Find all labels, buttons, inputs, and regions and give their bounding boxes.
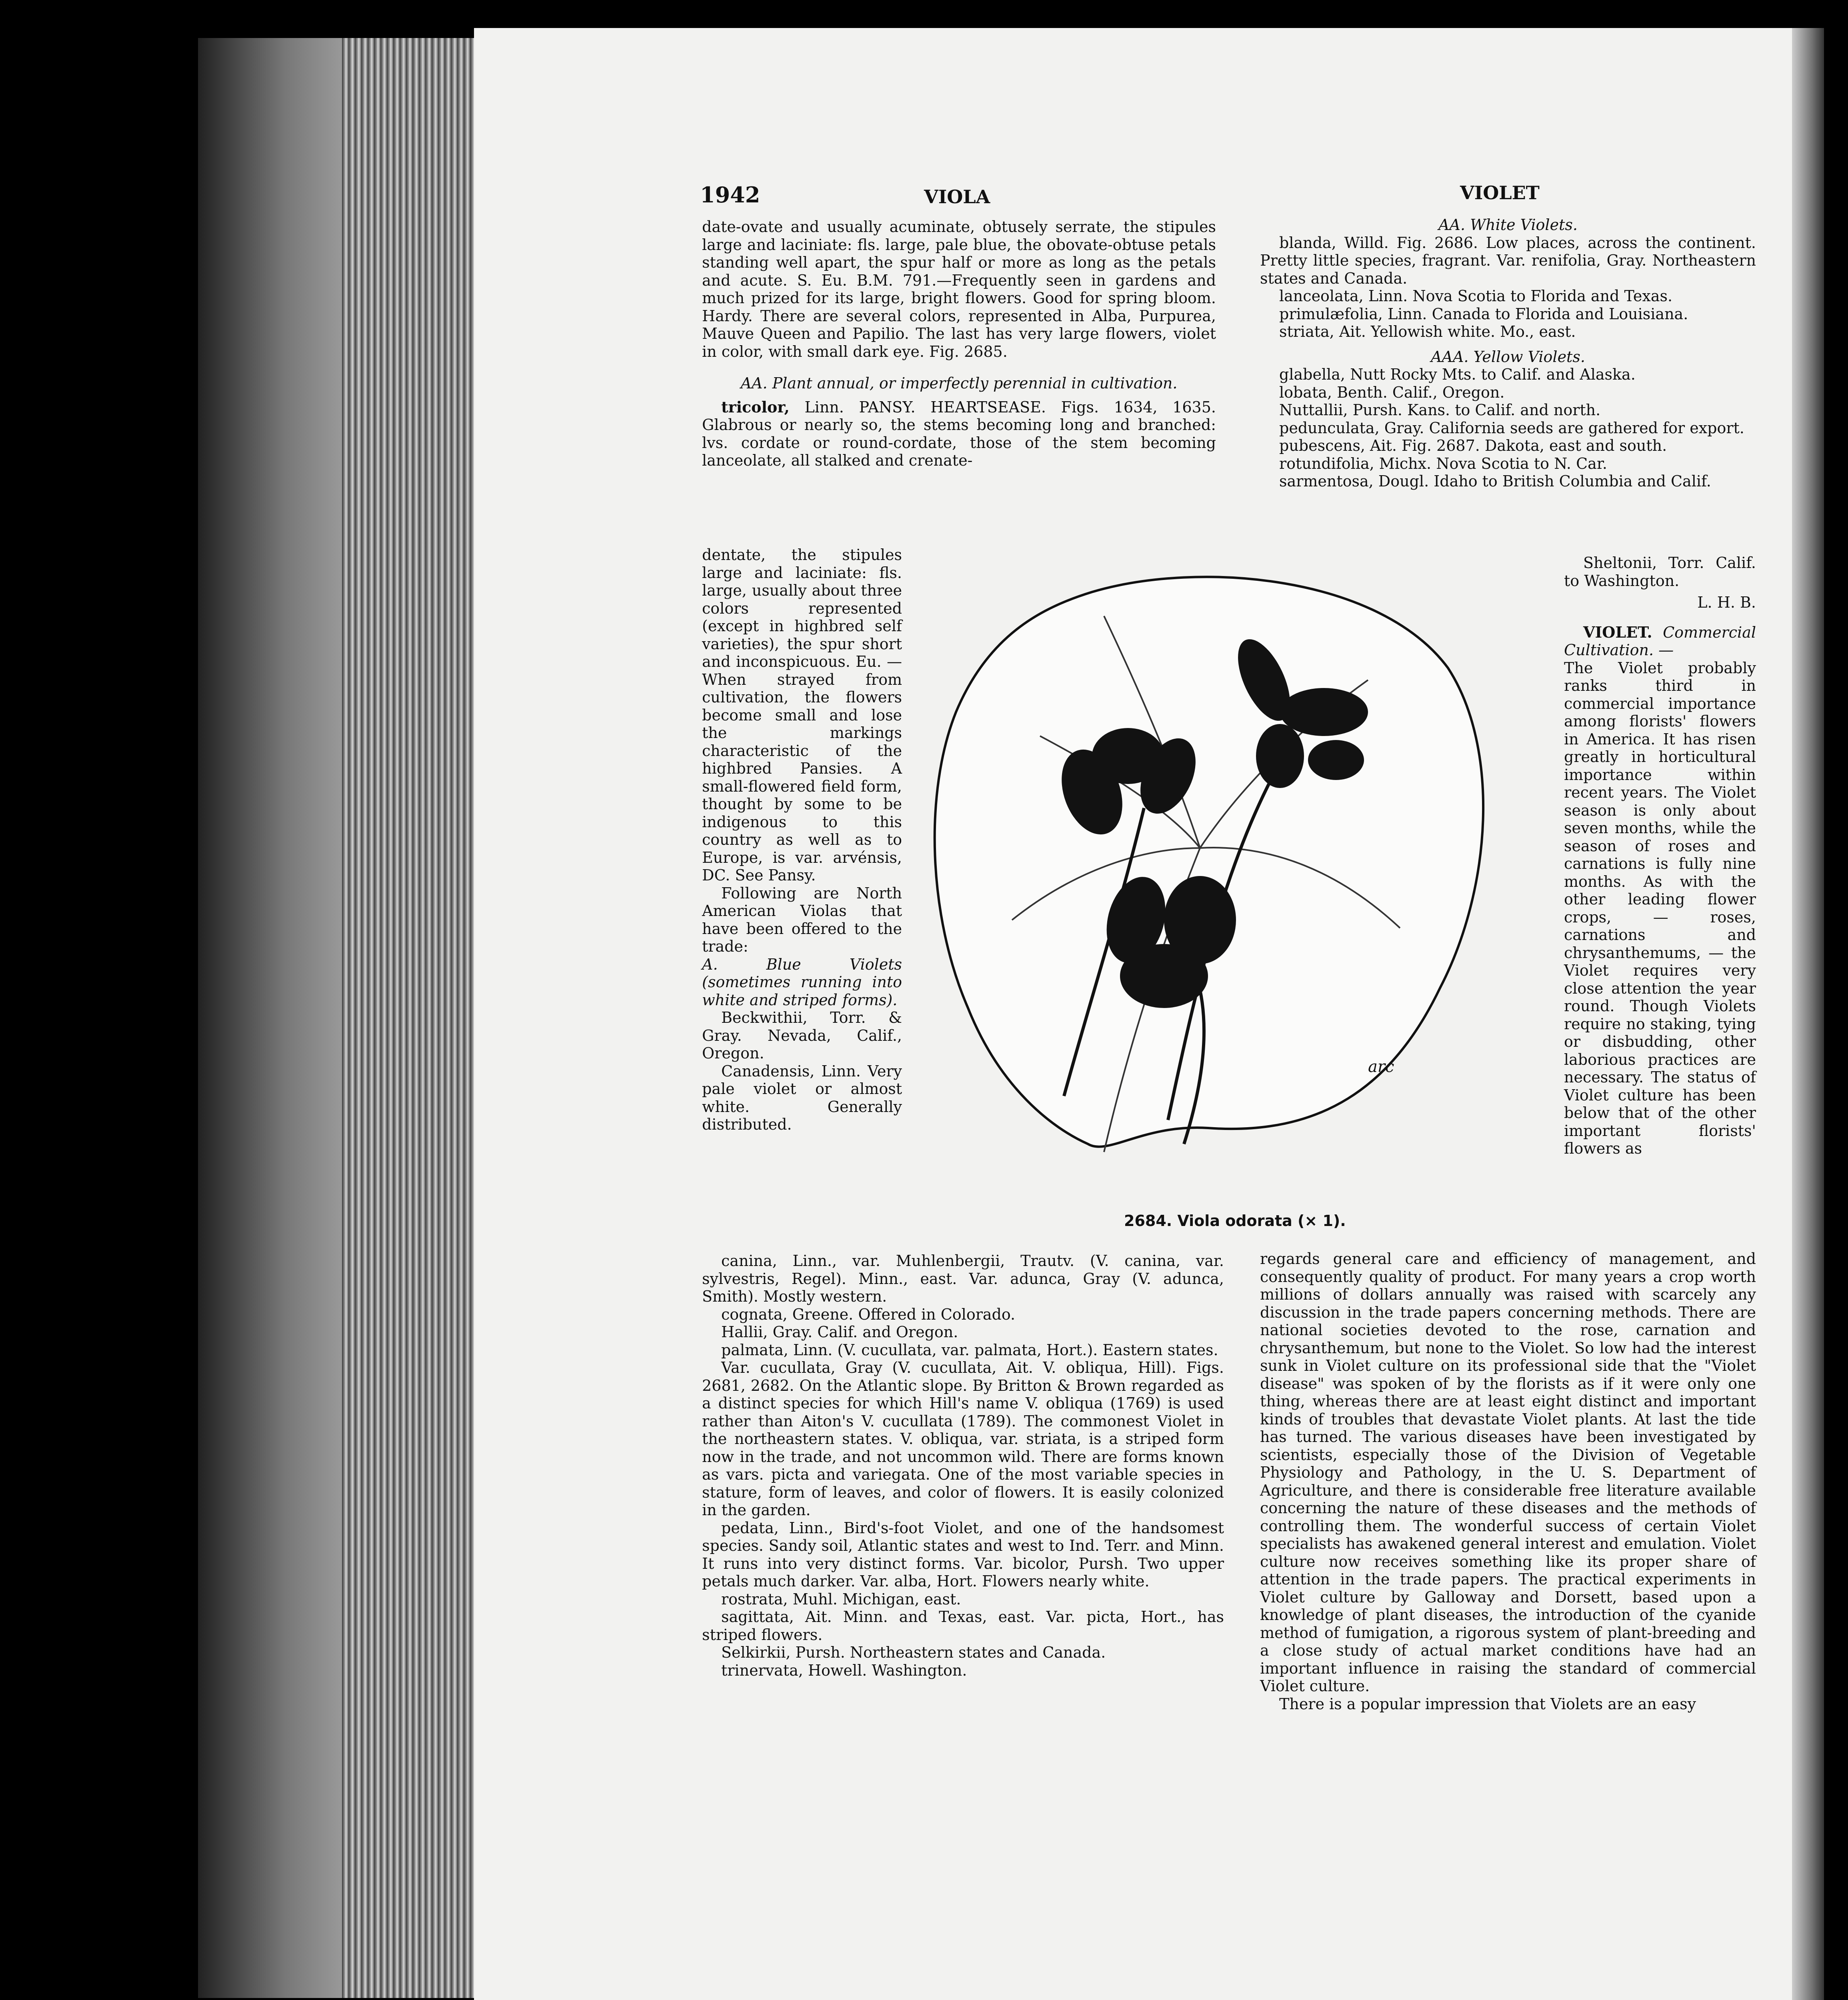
heading-yellow-violets: AAA. Yellow Violets. <box>1431 348 1585 366</box>
entry-selkirkii: Selkirkii, Pursh. Northeastern states and Canada. <box>721 1644 1106 1661</box>
page-gutter-shadow <box>1792 28 1824 2000</box>
entry-pedunculata: pedunculata, Gray. California seeds are gathered for export. <box>1279 419 1744 437</box>
entry-cucullata: Var. cucullata, Gray (V. cucullata, Ait. V. obliqua, Hill). Figs. 2681, 2682. On the Atlantic slope. By Britton & Brown regarded as a distinct species for which Hill's name V. obliqua (1769) is used rather than Aiton's V. cucullata (1789). The commonest Violet in the northeastern states. V. obliqua, var. striata, is a striped form now in the trade, and not uncommon wild. There are forms known as vars. picta and variegata. One of the most variable species in stature, form of leaves, and color of flowers. It is easily colonized in the garden. <box>702 1359 1224 1519</box>
right-column-bottom <box>1260 1250 1756 1713</box>
tricolor-name: tricolor, <box>721 398 790 416</box>
violet-subtitle: Commercial Cultivation. — <box>1564 623 1756 659</box>
entry-pedata: pedata, Linn., Bird's-foot Violet, and one of the handsomest species. Sandy soil, Atlantic states and west to Ind. Terr. and Minn. It runs into very distinct forms. Var. bicolor, Pursh. Two upper petals much darker. Var. alba, Hort. Flowers nearly white. <box>702 1519 1224 1590</box>
paragraph-tricolor-cont: dentate, the stipules large and laciniate: fls. large, usually about three colors represented (except in highbred self varieties), the spur short and inconspicuous. Eu. — When strayed from cultivation, the flowers become small and lose the markings characteristic of the highbred Pansies. A small-flowered field form, thought by some to be indigenous to this country as well as to Europe, is var. arvénsis, DC. See Pansy. <box>702 546 902 884</box>
entry-lanceolata: lanceolata, Linn. Nova Scotia to Florida and Texas. <box>1279 287 1673 305</box>
violet-last-line: There is a popular impression that Violets are an easy <box>1279 1695 1696 1713</box>
entry-trinervata: trinervata, Howell. Washington. <box>721 1661 967 1679</box>
right-column-top <box>1260 216 1756 490</box>
right-column-narrow <box>1564 554 1756 1158</box>
entry-sheltonii: Sheltonii, Torr. Calif. to Washington. <box>1564 554 1756 590</box>
entry-nuttallii: Nuttallii, Pursh. Kans. to Calif. and north. <box>1279 401 1601 419</box>
right-running-title: VIOLET <box>1460 182 1540 204</box>
violet-title: VIOLET. <box>1583 623 1652 641</box>
author-initials: L. H. B. <box>1697 594 1756 611</box>
left-running-title: VIOLA <box>924 186 990 208</box>
paragraph-continued: date-ovate and usually acuminate, obtusely serrate, the stipules large and laciniate: fls. large, pale blue, the obovate-obtuse petals standing well apart, the spur half or more as long as the petals and acute. S. Eu. B.M. 791.—Frequently seen in gardens and much prized for its large, bright flowers. Good for spring bloom. Hardy. There are several colors, represented in Alba, Purpurea, Mauve Queen and Papilio. The last has very large flowers, violet in color, with small dark eye. Fig. 2685. <box>702 218 1216 360</box>
entry-striata: striata, Ait. Yellowish white. Mo., east. <box>1279 323 1576 340</box>
entry-sagittata: sagittata, Ait. Minn. and Texas, east. Var. picta, Hort., has striped flowers. <box>702 1608 1224 1644</box>
entry-lobata: lobata, Benth. Calif., Oregon. <box>1279 383 1505 401</box>
artist-signature: arc <box>1368 1058 1394 1076</box>
entry-glabella: glabella, Nutt Rocky Mts. to Calif. and Alaska. <box>1279 366 1636 383</box>
entry-canina: canina, Linn., var. Muhlenbergii, Trautv. (V. canina, var. sylvestris, Regel). Minn., east. Var. adunca, Gray (V. adunca, Smith). Mostly western. <box>702 1252 1224 1305</box>
entry-hallii: Hallii, Gray. Calif. and Oregon. <box>721 1323 958 1341</box>
left-column-bottom <box>702 1252 1224 1679</box>
entry-rotundifolia: rotundifolia, Michx. Nova Scotia to N. Car. <box>1279 454 1607 472</box>
entry-primulaefolia: primulæfolia, Linn. Canada to Florida and Louisiana. <box>1279 305 1688 323</box>
page-number: 1942 <box>700 182 760 208</box>
entry-beckwithii: Beckwithii, Torr. & Gray. Nevada, Calif., Oregon. <box>702 1009 902 1062</box>
leaf-outline <box>935 577 1483 1146</box>
entry-palmata: palmata, Linn. (V. cucullata, var. palmata, Hort.). Eastern states. <box>721 1341 1218 1359</box>
paragraph-tricolor <box>702 398 1216 470</box>
entry-pubescens: pubescens, Ait. Fig. 2687. Dakota, east and south. <box>1279 437 1667 454</box>
entry-sarmentosa: sarmentosa, Dougl. Idaho to British Columbia and Calif. <box>1279 472 1711 490</box>
entry-canadensis: Canadensis, Linn. Very pale violet or almost white. Generally distributed. <box>702 1062 902 1133</box>
entry-cognata: cognata, Greene. Offered in Colorado. <box>721 1305 1016 1323</box>
violet-paragraph-wide: regards general care and efficiency of management, and consequently quality of product. For many years a crop worth millions of dollars annually was raised with scarcely any discussion in the trade papers concerning methods. There are national societies devoted to the rose, carnation and chrysanthemum, but none to the Violet. So low had the interest sunk in Violet culture on its professional side that the "Violet disease" was spoken of by the florists as if it were only one thing, whereas there are at least eight distinct and important kinds of troubles that devastate Violet plants. At last the tide has turned. The various diseases have been investigated by scientists, especially those of the Division of Vegetable Physiology and Pathology, in the U. S. Department of Agriculture, and there is considerable free literature available concerning the nature of these diseases and the methods of controlling them. The wonderful success of certain Violet specialists has awakened general interest and emulation. Violet culture now receives something like its proper share of attention in the trade papers. The practical experiments in Violet culture by Galloway and Dorsett, based upon a knowledge of plant diseases, the introduction of the cyanide method of fumigation, a rigorous system of plant-breeding and a close study of actual market conditions have had an important influence in raising the standard of commercial Violet culture. <box>1260 1250 1756 1695</box>
left-column-narrow <box>702 546 902 1134</box>
figure-caption: 2684. Viola odorata (× 1). <box>1124 1212 1346 1230</box>
book-page-edges-light <box>342 38 478 1998</box>
heading-blue-violets: A. Blue Violets (sometimes running into white and striped forms). <box>702 955 902 1009</box>
tricolor-text: Linn. PANSY. HEARTSEASE. Figs. 1634, 1635. Glabrous or nearly so, the stems becoming long and branched: lvs. cordate or round-cordate, those of the stem becoming lanceolate, all stalked and crenate- <box>702 398 1216 469</box>
viola-odorata-illustration <box>920 568 1488 1208</box>
left-column-top <box>702 218 1216 470</box>
heading-annual: AA. Plant annual, or imperfectly perennial in cultivation. <box>740 374 1178 392</box>
violet-intro <box>1564 624 1756 659</box>
heading-white-violets: AA. White Violets. <box>1438 216 1578 234</box>
violet-paragraph-narrow: The Violet probably ranks third in commercial importance among florists' flowers in America. It has risen greatly in horticultural importance within recent years. The Violet season is only about seven months, while the season of roses and carnations is fully nine months. As with the other leading flower crops, — roses, carnations and chrysanthemums, — the Violet requires very close attention the year round. Though Violets require no staking, tying or disbudding, other laborious practices are necessary. The status of Violet culture has been below that of the other important florists' flowers as <box>1564 659 1756 1157</box>
book-page-edges <box>198 38 342 1998</box>
paragraph-following: Following are North American Violas that have been offered to the trade: <box>702 884 902 955</box>
entry-blanda: blanda, Willd. Fig. 2686. Low places, across the continent. Pretty little species, fragrant. Var. renifolia, Gray. Northeastern states and Canada. <box>1260 234 1756 287</box>
entry-rostrata: rostrata, Muhl. Michigan, east. <box>721 1590 961 1608</box>
